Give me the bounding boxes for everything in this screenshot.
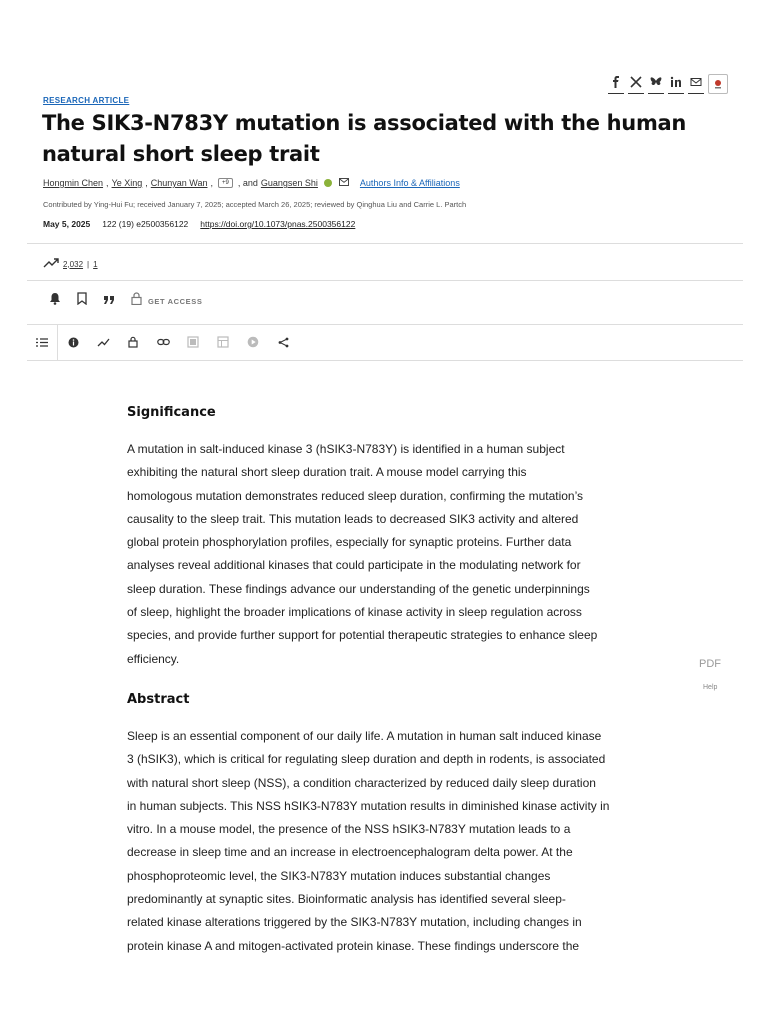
linkedin-icon[interactable] bbox=[668, 74, 684, 94]
and-text: , and bbox=[237, 178, 258, 188]
significance-line: efficiency. bbox=[127, 651, 180, 666]
article-title: The SIK3-N783Y mutation is associated with the human natural short sleep trait bbox=[42, 111, 687, 166]
significance-line: exhibiting the natural short sleep duration trait. A mouse model carrying this bbox=[127, 465, 527, 480]
journal-badge-icon[interactable] bbox=[708, 74, 728, 94]
publication-line bbox=[43, 219, 355, 229]
doi-link[interactable]: https://doi.org/10.1073/pnas.2500356122 bbox=[200, 219, 356, 229]
list-icon[interactable] bbox=[27, 330, 57, 354]
help-link[interactable]: Help bbox=[703, 684, 718, 691]
significance-line: sleep duration. These findings advance our understanding of the genetic underpinnings bbox=[127, 581, 590, 596]
share-bar bbox=[608, 74, 728, 94]
lock-icon[interactable] bbox=[118, 330, 148, 354]
abstract-line: Sleep is an essential component of our daily life. A mutation in human salt induced kinase bbox=[127, 729, 602, 743]
citations-count[interactable]: 1 bbox=[93, 259, 98, 269]
email-icon[interactable] bbox=[688, 74, 704, 94]
figures-icon[interactable] bbox=[178, 330, 208, 354]
affiliations-link[interactable]: Authors Info & Affiliations bbox=[359, 178, 460, 188]
metrics-bar bbox=[43, 258, 98, 270]
orcid-icon[interactable] bbox=[324, 179, 332, 187]
abstract-line: phosphoproteomic level, the SIK3-N783Y mutation induces substantial changes bbox=[127, 868, 551, 883]
abstract-line: predominantly at synaptic sites. Bioinformatic analysis has identified several sleep- bbox=[127, 892, 566, 907]
significance-section bbox=[127, 405, 643, 671]
abstract-line: related kinase alterations triggered by the SIK3-N783Y mutation, including changes in bbox=[127, 915, 582, 930]
author-link[interactable]: Ye Xing bbox=[111, 178, 143, 188]
get-access-button[interactable]: GET ACCESS bbox=[148, 296, 203, 306]
significance-line: of sleep, highlight the broader implications of kinase activity in sleep regulation across bbox=[127, 605, 582, 620]
pdf-link[interactable]: PDF bbox=[699, 658, 721, 670]
facebook-icon[interactable] bbox=[608, 74, 624, 94]
abstract-line: with natural short sleep (NSS), a condition characterized by reduced daily sleep duration bbox=[127, 775, 596, 790]
abstract-heading: Abstract bbox=[127, 692, 190, 707]
abstract-line: 3 (hSIK3), which is critical for regulating sleep duration and depth in rodents, is associated bbox=[127, 752, 606, 767]
contribution-line: Contributed by Ying-Hui Fu; received January 7, 2025; accepted March 26, 2025; reviewed by Qinghua Liu and Carrie L. Partch bbox=[43, 200, 467, 209]
action-bar bbox=[49, 292, 202, 310]
significance-line: analyses reveal additional kinases that could participate in the modulating network for bbox=[127, 558, 581, 573]
lock-icon[interactable] bbox=[131, 292, 142, 310]
tables-icon[interactable] bbox=[208, 330, 238, 354]
divider bbox=[27, 324, 743, 325]
email-icon[interactable] bbox=[339, 178, 349, 188]
significance-line: causality to the sleep trait. This mutation leads to decreased SIK3 activity and altered bbox=[127, 511, 579, 526]
views-count[interactable]: 2,032 bbox=[63, 259, 84, 269]
bookmark-icon[interactable] bbox=[77, 292, 87, 310]
abstract-section bbox=[127, 692, 643, 958]
article-type-label[interactable]: RESEARCH ARTICLE bbox=[43, 96, 130, 105]
more-authors-button[interactable]: +9 bbox=[218, 178, 233, 188]
divider bbox=[27, 280, 743, 281]
x-icon[interactable] bbox=[628, 74, 644, 94]
bluesky-icon[interactable] bbox=[648, 74, 664, 94]
significance-line: homologous mutation demonstrates reduced sleep duration, confirming the mutation’s bbox=[127, 488, 584, 503]
abstract-line: vitro. In a mouse model, the presence of the NSS hSIK3-N783Y mutation leads to a bbox=[127, 822, 571, 837]
info-icon[interactable] bbox=[58, 330, 88, 354]
significance-line: A mutation in salt-induced kinase 3 (hSIK3-N783Y) is identified in a human subject bbox=[127, 442, 565, 456]
bell-icon[interactable] bbox=[49, 292, 61, 310]
abstract-line: in human subjects. This NSS hSIK3-N783Y mutation results in diminished kinase activity in bbox=[127, 798, 610, 813]
trending-icon bbox=[43, 258, 59, 270]
metrics-icon[interactable] bbox=[88, 330, 118, 354]
share-icon[interactable] bbox=[268, 330, 298, 354]
divider bbox=[27, 243, 743, 244]
abstract-line: protein kinase A and mitogen-activated protein kinase. These findings underscore the bbox=[127, 938, 580, 953]
abstract-line: decrease in sleep time and an increase in electroencephalogram delta power. At the bbox=[127, 845, 573, 860]
author-link[interactable]: Hongmin Chen bbox=[43, 178, 104, 188]
metrics-separator: | bbox=[87, 259, 90, 269]
author-link[interactable]: Chunyan Wan bbox=[150, 178, 208, 188]
author-link[interactable]: Guangsen Shi bbox=[260, 178, 318, 188]
media-icon[interactable] bbox=[238, 330, 268, 354]
article-toolbar bbox=[27, 330, 298, 354]
author-list: Hongmin Chen , Ye Xing , Chunyan Wan , +9 , and Guangsen Shi Authors Info & Affiliations bbox=[43, 178, 460, 188]
divider bbox=[27, 360, 743, 361]
significance-heading: Significance bbox=[127, 405, 216, 420]
significance-line: global protein phosphorylation profiles, especially for synaptic proteins. Further data bbox=[127, 535, 572, 550]
link-icon[interactable] bbox=[148, 330, 178, 354]
significance-line: species, and provide further support for potential therapeutic strategies to enhance sleep bbox=[127, 628, 598, 643]
cite-icon[interactable] bbox=[103, 292, 115, 310]
volume-info: 122 (19) e2500356122 bbox=[102, 219, 189, 229]
publication-date: May 5, 2025 bbox=[43, 219, 91, 229]
